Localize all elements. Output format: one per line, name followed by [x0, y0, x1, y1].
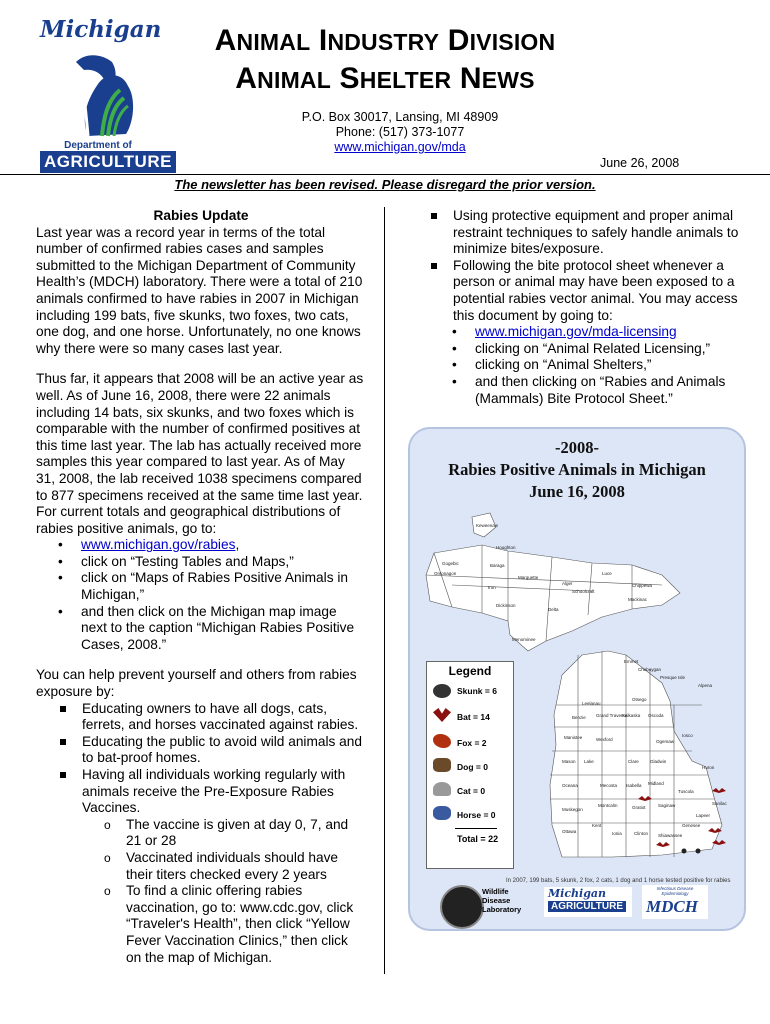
svg-text:Delta: Delta	[548, 607, 559, 612]
fox-icon	[433, 734, 451, 748]
list-item: Following the bite protocol sheet whenever a person or animal may have been exposed to a potential rabies vector animal. You may access this document by going to:	[430, 258, 740, 324]
svg-text:Lake: Lake	[584, 759, 594, 764]
svg-text:Huron: Huron	[702, 765, 715, 770]
svg-text:Alpena: Alpena	[698, 683, 713, 688]
logo-agriculture-text: AGRICULTURE	[40, 151, 176, 173]
left-column	[36, 208, 366, 966]
legend-total: Total = 22	[457, 834, 499, 844]
svg-text:Ottawa: Ottawa	[562, 829, 577, 834]
title-line-2: ANIMAL SHELTER NEWS	[235, 62, 535, 95]
column-divider	[384, 207, 385, 974]
svg-text:Keweenaw: Keweenaw	[476, 523, 499, 528]
svg-text:Clare: Clare	[628, 759, 639, 764]
svg-text:Gladwin: Gladwin	[650, 759, 667, 764]
svg-text:Mackinac: Mackinac	[628, 597, 648, 602]
svg-text:Presque Isle: Presque Isle	[660, 675, 686, 680]
issue-date: June 26, 2008	[600, 156, 680, 170]
mda-website-link[interactable]: www.michigan.gov/mda	[334, 140, 466, 154]
paragraph-1: Last year was a record year in terms of the total number of confirmed rabies cases and samples submitted to the Michigan Department of Community Health’s (MDCH) laboratory. There were a total of 210 animals confirmed to have rabies in 2007 in Michigan including 199 bats, five skunks, two foxes, two cats, one dog, and one horse. Unfortunately, no one knows why there were so many cases last year.	[36, 224, 363, 356]
legend-rule	[455, 828, 497, 829]
skunk-icon	[433, 684, 451, 698]
list-item: o The vaccine is given at day 0, 7, and 21 or 28	[36, 817, 366, 850]
map-heading-year: -2008-	[555, 438, 599, 457]
svg-text:Ogemaw: Ogemaw	[656, 739, 675, 744]
mda-licensing-link[interactable]: www.michigan.gov/mda-licensing	[475, 324, 677, 340]
logo-dept-text: Department of	[64, 140, 132, 151]
svg-text:Houghton: Houghton	[496, 545, 516, 550]
legend-skunk: Skunk = 6	[457, 686, 497, 696]
svg-text:Baraga: Baraga	[490, 563, 505, 568]
legend-horse: Horse = 0	[457, 810, 496, 820]
list-item: • click on “Maps of Rabies Positive Animals in Michigan,”	[36, 570, 366, 603]
map-legend	[426, 661, 514, 869]
rabies-links-list	[36, 537, 366, 653]
svg-text:Oceana: Oceana	[562, 783, 578, 788]
svg-text:Dickinson: Dickinson	[496, 603, 516, 608]
svg-text:Manistee: Manistee	[564, 735, 583, 740]
cat-icon	[433, 782, 451, 796]
right-column	[430, 208, 740, 407]
svg-text:Leelanau: Leelanau	[582, 701, 601, 706]
mda-logo	[28, 12, 172, 171]
dnr-seal-icon	[440, 885, 484, 929]
phone-line: Phone: (517) 373-1077	[335, 125, 465, 139]
map-caption: In 2007, 199 bats, 5 skunk, 2 fox, 2 cats, 1 dog and 1 horse tested positive for rabies	[506, 878, 731, 884]
svg-text:Saginaw: Saginaw	[658, 803, 676, 808]
list-item: Educating the public to avoid wild animals and to bat-proof homes.	[36, 734, 366, 767]
svg-text:Schoolcraft: Schoolcraft	[572, 589, 595, 594]
legend-fox: Fox = 2	[457, 738, 487, 748]
svg-text:Oscoda: Oscoda	[648, 713, 664, 718]
legend-dog: Dog = 0	[457, 762, 488, 772]
prevention-list-continued	[430, 208, 740, 324]
prevention-list	[36, 701, 366, 817]
paragraph-2: Thus far, it appears that 2008 will be an active year as well. As of June 16, 2008, there were 22 animals including 14 bats, six skunks, and two foxes which is comparable with the number of confirmed positives at this time last year. The lab has actually received more samples this year compared to last year. As of May 31, 2008, the lab received 1038 specimens compared to 877 specimens received at the same time last year. For current totals and geographical distributions of rabies positive animals, go to:	[36, 371, 364, 536]
svg-text:Benzie: Benzie	[572, 715, 586, 720]
legend-bat: Bat = 14	[457, 712, 490, 722]
svg-text:Clinton: Clinton	[634, 831, 649, 836]
list-item: • and then click on the Michigan map image next to the caption “Michigan Rabies Positive Cases, 2008.”	[36, 604, 366, 654]
bat-icon	[433, 708, 451, 722]
svg-text:Ionia: Ionia	[612, 831, 622, 836]
svg-text:Emmet: Emmet	[624, 659, 639, 664]
svg-text:Grand Traverse: Grand Traverse	[596, 713, 628, 718]
svg-text:Isabella: Isabella	[626, 783, 642, 788]
svg-text:Mason: Mason	[562, 759, 576, 764]
map-heading-date: June 16, 2008	[529, 482, 625, 501]
list-item: • click on “Testing Tables and Maps,”	[36, 554, 366, 571]
svg-text:Luce: Luce	[602, 571, 612, 576]
michigan-map-logo-icon	[58, 42, 148, 142]
rabies-map-panel[interactable]	[408, 427, 746, 931]
vaccine-sublist	[36, 817, 366, 966]
map-heading	[410, 437, 744, 503]
svg-text:Cheboygan: Cheboygan	[638, 667, 662, 672]
list-item	[430, 324, 740, 341]
list-item: • clicking on “Animal Related Licensing,”	[430, 341, 740, 358]
list-item: • and then clicking on “Rabies and Animals (Mammals) Bite Protocol Sheet.”	[430, 374, 740, 407]
legend-title: Legend	[448, 664, 492, 678]
svg-text:Lapeer: Lapeer	[696, 813, 711, 818]
revised-notice: The newsletter has been revised. Please disregard the prior version.	[174, 177, 596, 192]
address-block	[300, 110, 500, 155]
svg-text:Gratiot: Gratiot	[632, 805, 646, 810]
list-item: • www.michigan.gov/rabies,	[36, 537, 366, 554]
legend-cat: Cat = 0	[457, 786, 486, 796]
logo-script-text: Michigan	[40, 16, 162, 43]
mda-small-logo: Michigan AGRICULTURE	[544, 887, 632, 917]
rabies-link[interactable]: www.michigan.gov/rabies	[81, 537, 236, 553]
list-item: • clicking on “Animal Shelters,”	[430, 357, 740, 374]
list-item: Having all individuals working regularly with animals receive the Pre-Exposure Rabies Vaccines.	[36, 767, 366, 817]
list-item: Educating owners to have all dogs, cats, ferrets, and horses vaccinated against rabies.	[36, 701, 366, 734]
svg-text:Chippewa: Chippewa	[632, 583, 653, 588]
svg-text:Muskegon: Muskegon	[562, 807, 583, 812]
svg-text:Sanilac: Sanilac	[712, 801, 727, 806]
wildlife-lab-label: Wildlife Disease Laboratory	[482, 887, 522, 914]
mdch-logo: Infectious Disease Epidemiology MDCH	[642, 885, 708, 919]
section-heading: Rabies Update	[153, 208, 249, 223]
list-item: o To find a clinic offering rabies vaccination, go to: www.cdc.gov, click “Traveler's Health”, then click “Yellow Fever Vaccination Clinics,” then click on the map of Michigan.	[36, 883, 366, 966]
address-line: P.O. Box 30017, Lansing, MI 48909	[301, 110, 499, 124]
header-rule	[0, 174, 770, 175]
svg-text:Alger: Alger	[562, 581, 573, 586]
horse-icon	[433, 806, 451, 820]
svg-text:Tuscola: Tuscola	[678, 789, 694, 794]
title-line-1: ANIMAL INDUSTRY DIVISION	[214, 24, 556, 57]
svg-text:Ontonagon: Ontonagon	[434, 571, 457, 576]
map-heading-title: Rabies Positive Animals in Michigan	[448, 460, 706, 479]
list-item: o Vaccinated individuals should have their titers checked every 2 years	[36, 850, 366, 883]
svg-text:Genesee: Genesee	[682, 823, 701, 828]
svg-text:Menominee: Menominee	[512, 637, 536, 642]
list-item: Using protective equipment and proper animal restraint techniques to safely handle animals to minimize bites/exposure.	[430, 208, 740, 258]
svg-text:Iron: Iron	[488, 585, 496, 590]
svg-text:Montcalm: Montcalm	[598, 803, 618, 808]
svg-text:Kalkaska: Kalkaska	[622, 713, 641, 718]
dog-icon	[433, 758, 451, 772]
svg-text:Marquette: Marquette	[518, 575, 539, 580]
svg-text:Wexford: Wexford	[596, 737, 613, 742]
svg-text:Otsego: Otsego	[632, 697, 647, 702]
svg-text:Iosco: Iosco	[682, 733, 693, 738]
svg-text:Shiawassee: Shiawassee	[658, 833, 683, 838]
svg-text:Midland: Midland	[648, 781, 664, 786]
svg-text:Mecosta: Mecosta	[600, 783, 618, 788]
svg-text:Kent: Kent	[592, 823, 602, 828]
paragraph-3: You can help prevent yourself and others from rabies exposure by:	[36, 667, 357, 700]
protocol-links-list	[430, 324, 740, 407]
svg-text:Gogebic: Gogebic	[442, 561, 459, 566]
